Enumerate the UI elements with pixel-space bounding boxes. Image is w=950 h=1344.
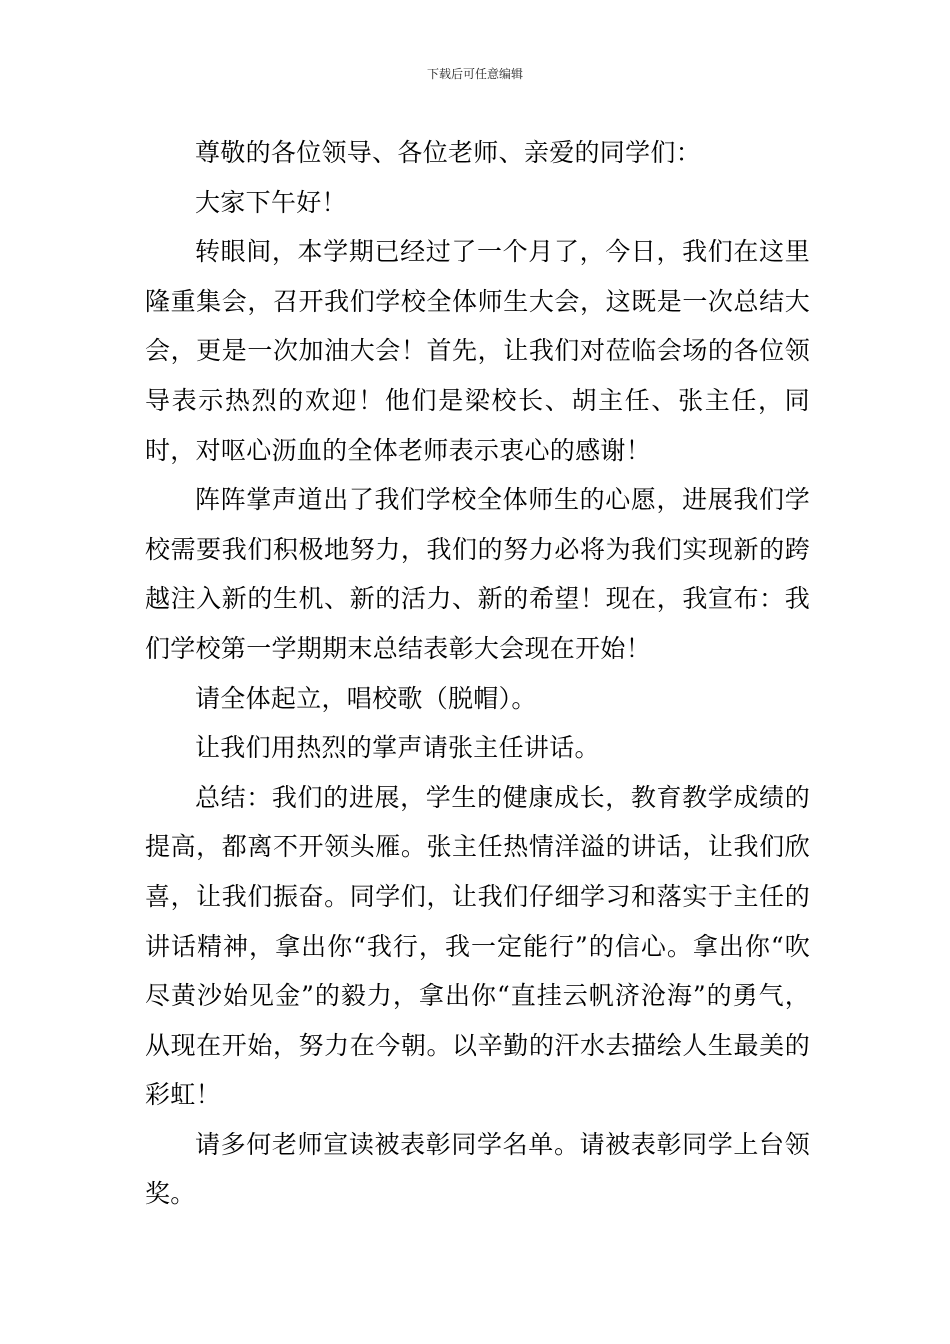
announcement-paragraph: 阵阵掌声道出了我们学校全体师生的心愿，进展我们学校需要我们积极地努力，我们的努力必将为我们实现新的跨越注入新的生机、新的活力、新的希望！现在，我宣布：我们学校第一学期期末总结表彰大会现在开始！	[145, 485, 810, 663]
page-header-note: 下载后可任意编辑	[426, 67, 523, 81]
anthem-instruction: 请全体起立，唱校歌（脱帽）。	[195, 683, 537, 713]
document-body	[145, 128, 810, 1219]
greeting: 大家下午好！	[195, 187, 347, 217]
summary-paragraph: 总结：我们的进展，学生的健康成长，教育教学成绩的提高，都离不开领头雁。张主任热情洋溢的讲话，让我们欣喜，让我们振奋。同学们，让我们仔细学习和落实于主任的讲话精神，拿出你“我行，我一定能行”的信心。拿出你“吹尽黄沙始见金”的毅力，拿出你“直挂云帆济沧海”的勇气，从现在开始，努力在今朝。以辛勤的汗水去描绘人生最美的彩虹！	[145, 782, 810, 1110]
opening-paragraph: 转眼间，本学期已经过了一个月了，今日，我们在这里隆重集会，召开我们学校全体师生大会，这既是一次总结大会，更是一次加油大会！首先，让我们对莅临会场的各位领导表示热烈的欢迎！他们是梁校长、胡主任、张主任，同时，对呕心沥血的全体老师表示衷心的感谢！	[145, 237, 810, 465]
speech-invitation: 让我们用热烈的掌声请张主任讲话。	[195, 733, 600, 763]
salutation: 尊敬的各位领导、各位老师、亲爱的同学们：	[195, 138, 702, 167]
award-announcement: 请多何老师宣读被表彰同学名单。请被表彰同学上台领奖。	[145, 1129, 810, 1209]
